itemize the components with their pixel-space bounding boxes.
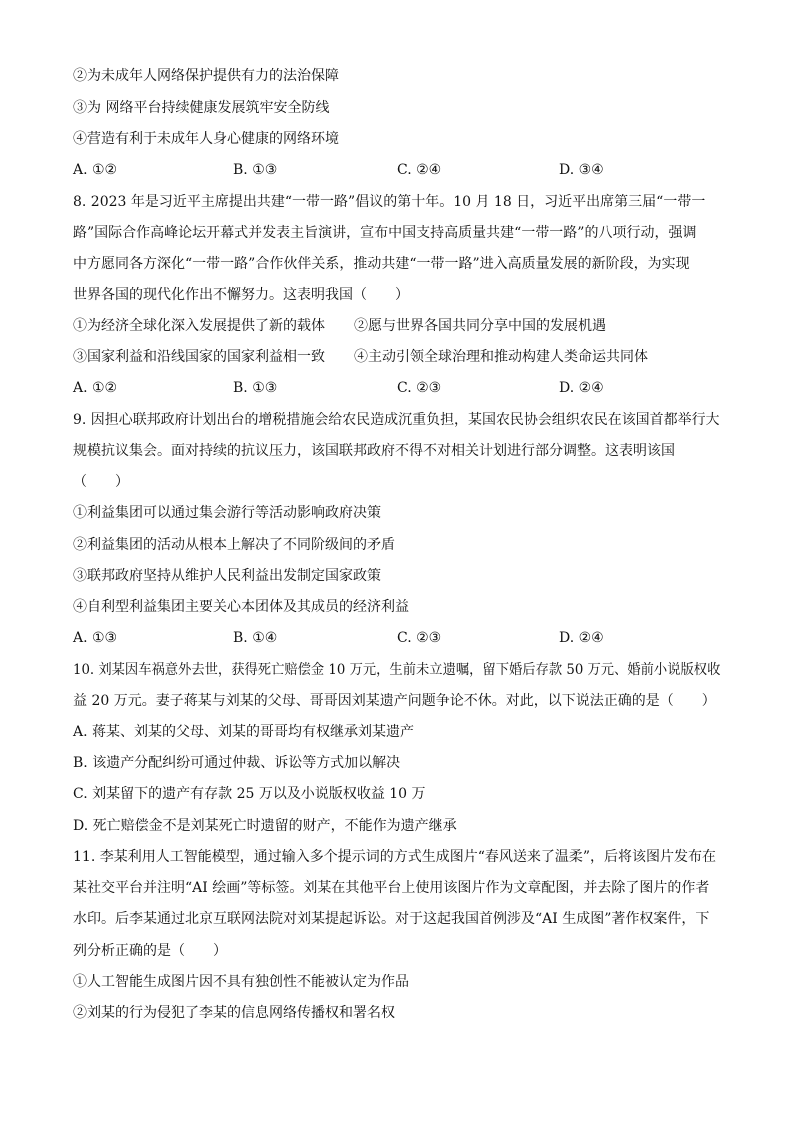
q9-options bbox=[73, 628, 713, 648]
q10-option-b: B. 该遗产分配纠纷可通过仲裁、诉讼等方式加以解决 bbox=[73, 755, 401, 771]
option-d: D. ②④ bbox=[559, 630, 604, 646]
q9-stem-line-2: 规模抗议集会。面对持续的抗议压力，该国联邦政府不得不对相关计划进行部分调整。这表明该国 bbox=[73, 443, 675, 459]
q9-stem-line-3: （ ） bbox=[73, 474, 129, 490]
q8-statement-3: ③国家利益和沿线国家的国家利益相一致 bbox=[73, 349, 325, 365]
q8-options bbox=[73, 378, 713, 398]
q10-stem-line-1: 10. 刘某因车祸意外去世，获得死亡赔偿金 10 万元，生前未立遗嘱，留下婚后存款 50 万元、婚前小说版权收 bbox=[73, 662, 721, 678]
option-b: B. ①③ bbox=[233, 162, 278, 178]
option-c: C. ②③ bbox=[397, 380, 442, 396]
q8-statement-2: ②愿与世界各国共同分享中国的发展机遇 bbox=[354, 318, 606, 334]
q8-statement-1: ①为经济全球化深入发展提供了新的载体 bbox=[73, 318, 325, 334]
prev-statement-3: ③为 网络平台持续健康发展筑牢安全防线 bbox=[73, 100, 330, 116]
q11-statement-2: ②刘某的行为侵犯了李某的信息网络传播权和署名权 bbox=[73, 1005, 395, 1021]
q9-statement-4: ④自利型利益集团主要关心本团体及其成员的经济利益 bbox=[73, 599, 409, 615]
q8-stem-line-1: 8. 2023 年是习近平主席提出共建“一带一路”倡议的第十年。10 月 18 日，习近平出席第三届“一带一 bbox=[73, 194, 706, 210]
q10-option-d: D. 死亡赔偿金不是刘某死亡时遗留的财产，不能作为遗产继承 bbox=[73, 818, 457, 834]
q9-stem-line-1: 9. 因担心联邦政府计划出台的增税措施会给农民造成沉重负担，某国农民协会组织农民在该国首都举行大 bbox=[73, 412, 720, 428]
q9-statement-3: ③联邦政府坚持从维护人民利益出发制定国家政策 bbox=[73, 568, 381, 584]
option-c: C. ②④ bbox=[397, 162, 442, 178]
q11-statement-1: ①人工智能生成图片因不具有独创性不能被认定为作品 bbox=[73, 974, 409, 990]
option-c: C. ②③ bbox=[397, 630, 442, 646]
q11-stem-line-3: 水印。后李某通过北京互联网法院对刘某提起诉讼。对于这起我国首例涉及“AI 生成图”著作权案件，下 bbox=[73, 911, 710, 927]
q8-statements-row-1 bbox=[73, 316, 713, 336]
q11-stem-line-1: 11. 李某利用人工智能模型，通过输入多个提示词的方式生成图片“春风送来了温柔”，后将该图片发布在 bbox=[73, 849, 717, 865]
q8-statement-4: ④主动引领全球治理和推动构建人类命运共同体 bbox=[354, 349, 648, 365]
option-b: B. ①④ bbox=[233, 630, 278, 646]
q9-statement-2: ②利益集团的活动从根本上解决了不同阶级间的矛盾 bbox=[73, 537, 395, 553]
q10-stem-line-2: 益 20 万元。妻子蒋某与刘某的父母、哥哥因刘某遗产问题争论不休。对此，以下说法正确的是（ ） bbox=[73, 693, 716, 709]
option-a: A. ①② bbox=[73, 162, 118, 178]
q11-stem-line-2: 某社交平台并注明“AI 绘画”等标签。刘某在其他平台上使用该图片作为文章配图，并去除了图片的作者 bbox=[73, 880, 710, 896]
prev-options bbox=[73, 160, 713, 180]
q10-option-a: A. 蒋某、刘某的父母、刘某的哥哥均有权继承刘某遗产 bbox=[73, 724, 415, 740]
q8-stem-line-3: 中方愿同各方深化“一带一路”合作伙伴关系，推动共建“一带一路”进入高质量发展的新阶段，为实现 bbox=[73, 256, 690, 272]
option-a: A. ①③ bbox=[73, 630, 118, 646]
q8-stem-line-4: 世界各国的现代化作出不懈努力。这表明我国（ ） bbox=[73, 287, 409, 303]
q10-option-c: C. 刘某留下的遗产有存款 25 万以及小说版权收益 10 万 bbox=[73, 786, 426, 802]
prev-statement-4: ④营造有利于未成年人身心健康的网络环境 bbox=[73, 131, 339, 147]
q8-stem-line-2: 路”国际合作高峰论坛开幕式并发表主旨演讲，宣布中国支持高质量共建“一带一路”的八项行动，强调 bbox=[73, 225, 697, 241]
q11-stem-line-4: 列分析正确的是（ ） bbox=[73, 943, 227, 959]
prev-statement-2: ②为未成年人网络保护提供有力的法治保障 bbox=[73, 68, 339, 84]
option-a: A. ①② bbox=[73, 380, 118, 396]
q8-statements-row-2 bbox=[73, 347, 713, 367]
q9-statement-1: ①利益集团可以通过集会游行等活动影响政府决策 bbox=[73, 505, 381, 521]
option-d: D. ②④ bbox=[559, 380, 604, 396]
option-b: B. ①③ bbox=[233, 380, 278, 396]
option-d: D. ③④ bbox=[559, 162, 604, 178]
